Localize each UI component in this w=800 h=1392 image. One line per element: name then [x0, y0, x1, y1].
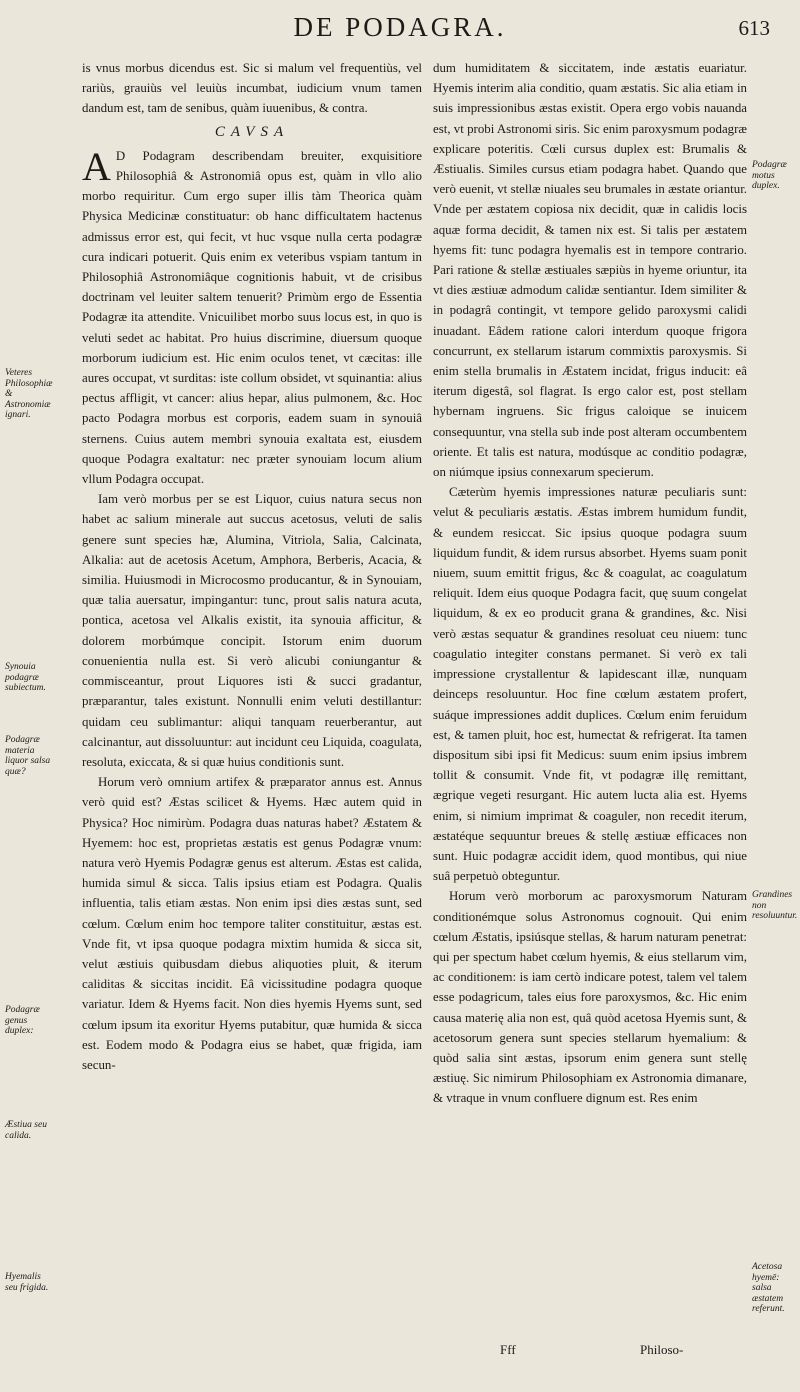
- margin-note-hyemalis: Hyemalis seu frigida.: [5, 1272, 49, 1293]
- running-title: DE PODAGRA.: [293, 12, 507, 42]
- astronomer-paragraph: Horum verò morborum ac paroxysmorum Naturam conditionémque solus Astronomus cognouit. Qui enim cœlum Æstatis, ipsiúsque stellas, & harum naturam penetrat: qui per spectum habet cœlum hyemis, & eius stellarum vim, ac conditionem: is iam certò indicare potest, talem vel talem esse podagricum, tales eius fore paroxysmos, &c. Hic enim causa materię alia non est, quâ quòd acetosa Hyemis sunt, & acetosorum genera sunt species stellarum hyemalium: & quòd salia sint æstas, ipsorum enim genera sunt stellę æstiuę. Sic nimirum Philosophiam ex Astronomia dimanare, & vtraque in vnum confluere dignum est. Res enim: [433, 889, 747, 1106]
- margin-note-motus: Podagræ motus duplex.: [752, 160, 787, 191]
- causa-paragraph-text: D Podagram describendam breuiter, exquisitiore Philosophiâ & Astronomiâ opus est, quàm in vllo alio morbo requiritur. Cum ergo super illis tàm Theorica quàm Physica Medicinæ constituatur: ob hanc difficultatem hactenus admissus error est, qui fecit, vt huc vsque nulla certa podagræ cura indicari potuerit. Quis enim ex veteribus vspiam tantum in Philosophiâ Astronomiâque cognitionis habuit, vt de crisibus doctrinam vel leuiter saltem tenuerit? Primùm ergo de Essentia Podagræ ita attendite. Vnicuilibet morbo suus locus est, in quo is veluti sedet ac habitat. Pro huius discrimine, diuersum quoque morborum iudicium est. Hic enim oculos tenet, vt cæcitas: ille aures occupat, vt surditas: iste collum obsidet, vt squinantia: alius pectus affligit, vt cancer: alius hepar, alius pulmonem, &c. Hoc pacto Podagra morbus est corporis, eadem suam in synouiâ sternens. Cuius autem membri synouia exaltata est, eiusdem quoque Podagra exaltatur: nec præter synouiam locum alium vllum Podagra occupat.: [82, 148, 422, 487]
- liquor-paragraph: Iam verò morbus per se est Liquor, cuius natura secus non habet ac salium minerale aut succus acetosus, veluti de salis genere sunt species hæ, Alumina, Vitriola, Salia, Calcinata, Alkalia: aut de acetosis Acetum, Amphora, Berberis, Acacia, & similia. Huiusmodi in Microcosmo producantur, & in Synouiam, quæ talia auersatur, impingantur: tunc, prout salis natura acuta, pontica, acetosa vel Alkalis existit, ita synouia afficitur, & dolorem morbúmque concipit. Istorum enim duorum conuenientia nulla est. Si verò alicubi coniungantur & commisceantur, prout Liquores isti & succi gradantur, præparantur, tales existunt. Nonnulli enim veluti destillantur: quidam ceu sublimantur: aliqui tanquam reuerberantur, aut calcinantur, aut dissoluuntur: aut incidunt ceu Liquida, coagulata, resoluta, exiccata, & si quæ huius conditionis sunt.: [82, 492, 422, 769]
- margin-note-acetosa: Acetosa hyemē: salsa æstatem referunt.: [752, 1262, 785, 1314]
- margin-note-genus: Podagræ genus duplex:: [5, 1005, 40, 1036]
- right-column: [433, 58, 747, 1378]
- margin-note-synouia: Synouia podagræ subiectum.: [5, 662, 46, 693]
- causa-paragraph: [82, 143, 422, 489]
- margin-note-materia: Podagræ materia liquor salsa quæ?: [5, 735, 51, 777]
- catchword: Philoso-: [640, 1342, 684, 1357]
- annus-paragraph: Horum verò omnium artifex & præparator annus est. Annus verò quid est? Æstas scilicet & Hyems. Hæc autem quid in Physica? Hoc nimirùm. Podagra duas naturas habet? Æstatem & Hyemem: hoc est, proprietas æstatis est genus Podagræ vnum: natura verò Hyemis Podagræ genus est alterum. Æstas est calida, humida simul & sicca. Talis ipsius etiam est Podagra. Qualis influentia, talis etiam æstas. Non enim ipsi dies æstas sunt, sed cœlum. Cœlum enim hoc tempore taliter constituitur, æstas est. Vnde fit, vt ipsa quoque podagra mixtim humida & sicca sit, velut æstiuis quibusdam diebus aliquoties pluit, & iterum caliditas & siccitas incidit. Eâ vicissitudine podagra quoque variatur. Idem & Hyems facit. Non dies hyemis Hyems sunt, sed cœlum ipsum ita exoritur Hyems putabitur, quæ humida & sicca est. Eodem modo & Podagra eius se habet, quæ frigida, iam secun-: [82, 775, 422, 1072]
- margin-note-veteres: Veteres Philosophiæ & Astronomiæ ignari.: [5, 368, 53, 420]
- intro-paragraph: is vnus morbus dicendus est. Sic si malum vel frequentiùs, vel rariùs, grauiùs vel leuiùs incumbat, iudicium vnum tamen dandum est, tam de senibus, quàm iuuenibus, & contra.: [82, 61, 422, 116]
- astronomy-paragraph: dum humiditatem & siccitatem, inde æstatis euariatur. Hyemis interim alia conditio, quam æstatis. Sic alia etiam in suis impressionibus æstas existit. Opera ergo vobis nauanda est, vt probi Astronomi siris. Sic enim paroxysmum podagræ explicare poteritis. Cœli cursus duplex est: Brumalis & Æstiualis. Similes cursus etiam podagra habet. Quando que verò euenit, vt stellæ niuales seu brumales in æstate oriantur. Vnde per æstatem copiosa nix decidit, quæ in calidis locis aquæ forma decidit, & tamen nix est. Si talis per æstatem hyems fit: tunc podagra hyemalis est in tempore contrario. Pari ratione & stellæ æstiuales sæpiùs in hyeme oriuntur, ita vt dies æstiuæ admodum calidæ sentiantur. Idem similiter & in podagrâ contingit, vt tempore gelido paroxysmi calidi inuadant. Eâdem ratione calori interdum quoque frigora concurrunt, ex stellarum istarum commixtis paroxysmis. Si enim stella brumalis in Æstatem incidat, frigus inducit: eâ iterum digestâ, sol flagrat. Is ergo calor est, post stellam hybernam ingruens. Sic frigus caloique se inuicem consequuntur, vna stella sub inde post alteram occumbentem oriente. Et talis est natura, modúsque ac conditio podagræ, on niúmque ipsius connexarum specierum.: [433, 61, 747, 480]
- signature-mark: Fff: [500, 1342, 516, 1357]
- section-heading-causa: CAVSA: [214, 123, 290, 140]
- drop-capital: A: [82, 143, 111, 189]
- page-number: 613: [738, 16, 770, 40]
- margin-note-aestiua: Æstiua seu calida.: [5, 1120, 47, 1141]
- margin-note-grandines: Grandines non resoluuntur.: [752, 890, 798, 921]
- left-column: [82, 58, 422, 1378]
- running-head: [0, 12, 800, 46]
- impressions-paragraph: Cæterùm hyemis impressiones naturæ peculiaris sunt: velut & peculiaris æstatis. Æstas imbrem humidum fundit, & eundem resiccat. Sic ipsius quoque podagra suum liquidum fundit, & idem rursus absorbet. Hyems suam ponit niuem, suum emittit frigus, &c & coagulat, ac coagulatum reliquit. Idem eius quoque Podagra facit, quę suum congelat liquidum, & ex eo producit grana & grandines, &c. Nisi verò æstas sequatur & grandines resoluat ceu niuem: tunc coagulatio integiter constans permanet. Si verò ex tali impressione crystallentur & lapidescant illæ, nunquam deinceps resoluuntur. Hoc fine cœlum æstatem profert, suáque impressiones addit duplices. Cœlum enim feruidum est, & tamen pluit, hoc est, humectat & refrigerat. Ita tamen dispositum sibi ipsi fit Medicus: suum enim ipsius imbrem tollit & consumit. Vnde fit, vt podagræ illę remittant, ægrique vegeti resurgant. Hic autem lucta alia est. Hyems enim, si nimium imprimat & coaguler, non recedit iterum, æstatéque sequuntur breues & stellę æstiuæ efficaces non sunt. Huic podagræ accidit idem, quod montibus, qui niue suâ perpetuò obteguntur.: [433, 485, 747, 884]
